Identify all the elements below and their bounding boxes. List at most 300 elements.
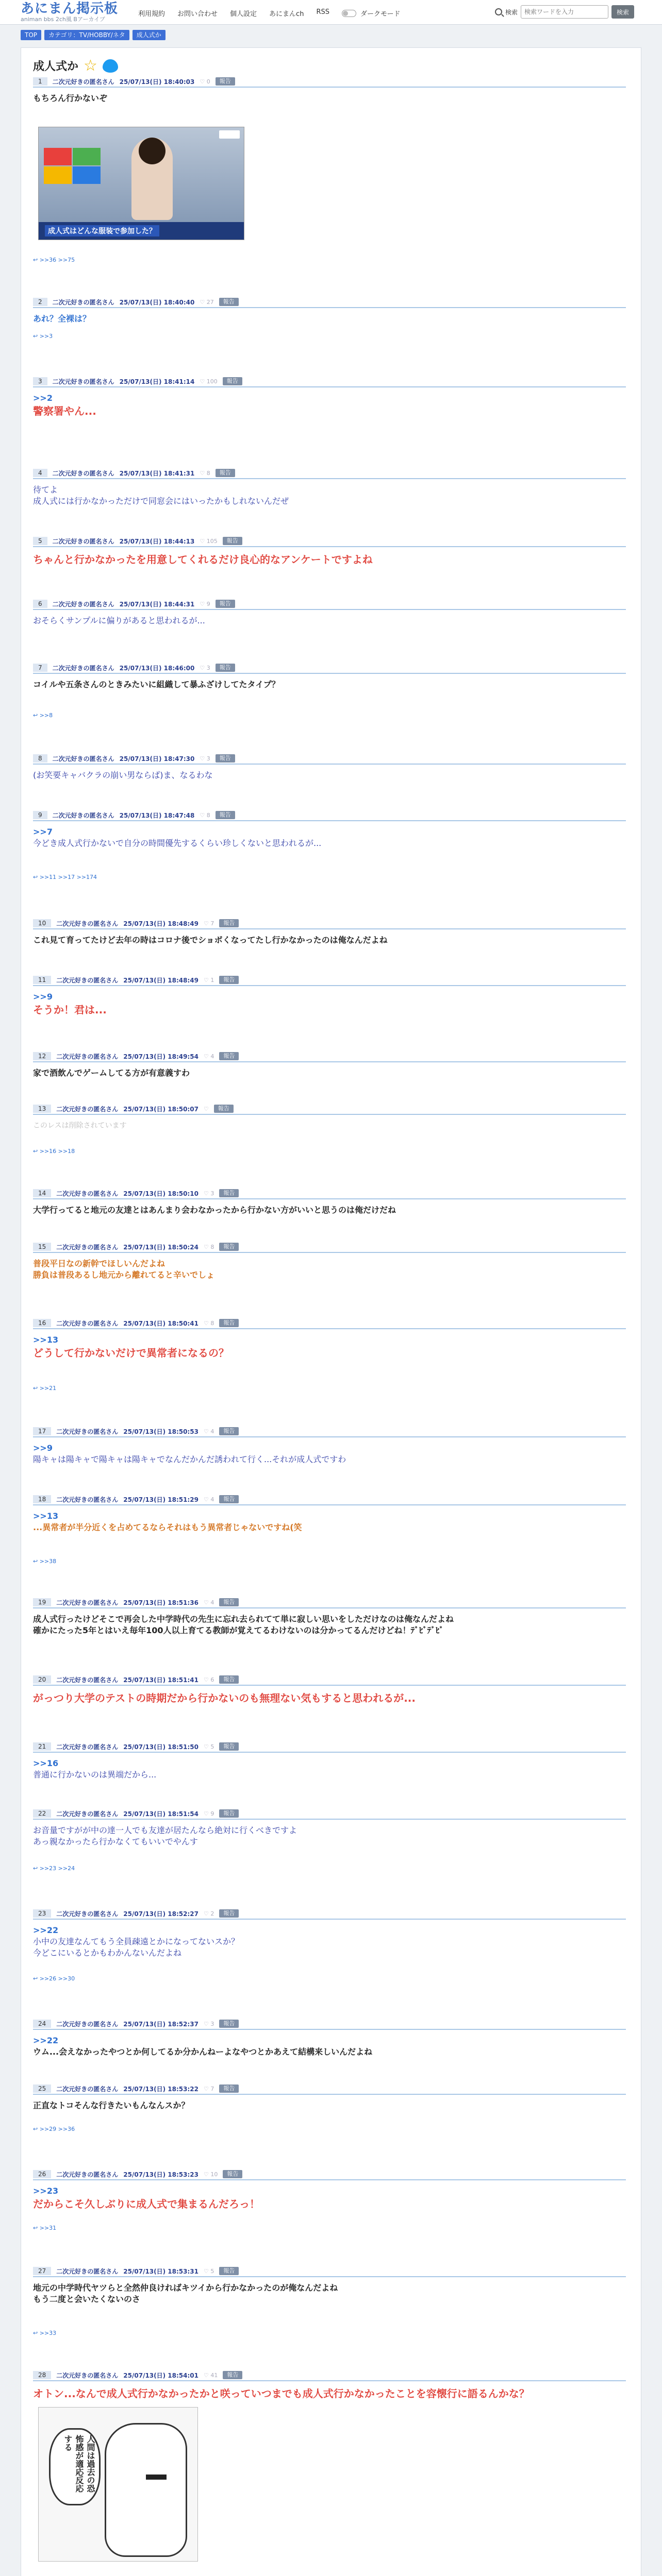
post-number[interactable]: 26 xyxy=(33,2170,51,2178)
report-button[interactable]: 報告 xyxy=(219,1319,239,1327)
post-body xyxy=(33,770,626,781)
post-header xyxy=(33,918,626,929)
reply-anchor-link[interactable]: >>9 xyxy=(33,1443,53,1453)
poster-name: 二次元好きの匿名さん xyxy=(52,469,114,477)
post-number[interactable]: 25 xyxy=(33,2084,51,2093)
post-body xyxy=(33,1334,626,1360)
post-number[interactable]: 21 xyxy=(33,1742,51,1751)
like-count[interactable]: ♡ 41 xyxy=(204,2371,218,2379)
post-text-line: (お笑要キャバクラの崩い男ならば)ま、なるわな xyxy=(33,770,213,780)
post-text-line: 地元の中学時代ヤツらと全然仲良ければキツイから行かなかったのが俺なんだよね xyxy=(33,2283,338,2293)
post-text-line: 待てよ xyxy=(33,485,58,495)
post-text-line: だからこそ久しぶりに成人式で集まるんだろっ！ xyxy=(33,2198,260,2210)
like-count[interactable]: ♡ 8 xyxy=(204,1319,214,1327)
site-subtitle: animan bbs 2ch風 Bアーカイブ xyxy=(21,16,105,23)
like-count[interactable]: ♡ 3 xyxy=(200,664,210,671)
like-number: 9 xyxy=(210,1810,214,1817)
report-button[interactable]: 報告 xyxy=(219,1189,239,1197)
post-date: 25/07/13(日) 18:53:31 xyxy=(123,2267,199,2275)
report-button[interactable]: 報告 xyxy=(216,664,235,672)
like-number: 4 xyxy=(210,1428,214,1435)
reply-links[interactable]: ↩ >>23 >>24 xyxy=(33,1865,75,1872)
post xyxy=(33,1242,626,1281)
post-body xyxy=(33,1614,626,1636)
reply-links[interactable]: ↩ >>38 xyxy=(33,1558,57,1565)
post xyxy=(33,1597,626,1636)
post-header xyxy=(33,810,626,821)
reply-links[interactable]: ↩ >>16 >>18 xyxy=(33,1148,75,1155)
post-body xyxy=(33,1925,626,1959)
post-body xyxy=(33,93,626,104)
post-header xyxy=(33,76,626,88)
post xyxy=(33,2266,626,2336)
like-number: 7 xyxy=(210,2085,214,2092)
poster-name: 二次元好きの匿名さん xyxy=(56,1053,119,1060)
post-number[interactable]: 10 xyxy=(33,919,51,927)
breadcrumb-thread[interactable]: 成人式か xyxy=(133,30,166,40)
like-number: 6 xyxy=(210,1676,214,1683)
like-count[interactable]: ♡ 2 xyxy=(204,1910,214,1917)
news-anchor xyxy=(131,138,173,220)
post-text-line: 勝負は普段あるし地元から離れてると辛いでしょ xyxy=(33,1270,215,1280)
search-label: 検索 xyxy=(505,8,518,16)
reply-links[interactable]: ↩ >>26 >>30 xyxy=(33,1975,75,1982)
report-button[interactable]: 報告 xyxy=(216,469,235,477)
like-count[interactable]: ♡ 8 xyxy=(200,811,210,819)
poster-name: 二次元好きの匿名さん xyxy=(52,378,114,385)
post-body xyxy=(33,1120,626,1131)
post-header xyxy=(33,1674,626,1686)
site-header xyxy=(0,0,662,25)
post-text-line: 成人式行ったけどそこで再会した中学時代の先生に忘れ去られてて単に寂しい思いをしただけなのは俺なんだよね xyxy=(33,1614,454,1624)
nav-contact[interactable]: お問い合わせ xyxy=(177,10,218,18)
like-count[interactable]: ♡ 4 xyxy=(204,1496,214,1503)
report-button[interactable]: 報告 xyxy=(219,1809,239,1818)
poster-name: 二次元好きの匿名さん xyxy=(56,1190,119,1197)
like-count[interactable]: ♡ 27 xyxy=(200,298,214,306)
post-number[interactable]: 27 xyxy=(33,2267,51,2275)
poster-name: 二次元好きの匿名さん xyxy=(56,1243,119,1251)
like-number: 105 xyxy=(206,537,218,545)
reply-links[interactable]: ↩ >>11 >>17 >>174 xyxy=(33,874,97,880)
post-text-line: このレスは削除されています xyxy=(33,1122,127,1130)
poster-name: 二次元好きの匿名さん xyxy=(56,1105,119,1113)
poster-name: 二次元好きの匿名さん xyxy=(56,2171,119,2178)
post-number[interactable]: 28 xyxy=(33,2371,51,2379)
post-date: 25/07/13(日) 18:47:30 xyxy=(119,755,195,762)
post-body xyxy=(33,313,626,325)
post-number[interactable]: 12 xyxy=(33,1052,51,1060)
post-date: 25/07/13(日) 18:40:40 xyxy=(119,298,195,306)
post-date: 25/07/13(日) 18:51:54 xyxy=(123,1810,199,1818)
post-number[interactable]: 16 xyxy=(33,1319,51,1327)
post-date: 25/07/13(日) 18:51:41 xyxy=(123,1676,199,1684)
post-number[interactable]: 17 xyxy=(33,1427,51,1435)
post xyxy=(33,1908,626,1982)
post-body xyxy=(33,2185,626,2211)
like-number: 41 xyxy=(210,2371,218,2379)
post-date: 25/07/13(日) 18:46:00 xyxy=(119,664,195,672)
report-button[interactable]: 報告 xyxy=(223,537,242,545)
like-count[interactable]: ♡ 0 xyxy=(200,78,210,85)
like-count[interactable]: ♡ 100 xyxy=(200,378,218,385)
like-number: 7 xyxy=(210,920,214,927)
site-logo[interactable] xyxy=(21,1,118,23)
post-text-line: 普段平日なの新幹でほしいんだよね xyxy=(33,1259,166,1268)
reply-anchor-link[interactable]: >>22 xyxy=(33,2036,59,2045)
post-date: 25/07/13(日) 18:52:27 xyxy=(123,1910,199,1918)
poster-name: 二次元好きの匿名さん xyxy=(56,1676,119,1684)
post xyxy=(33,1808,626,1872)
like-number: 8 xyxy=(206,469,210,477)
post-date: 25/07/13(日) 18:44:13 xyxy=(119,537,195,545)
breadcrumb xyxy=(21,30,166,40)
post-body xyxy=(33,615,626,626)
poster-name: 二次元好きの匿名さん xyxy=(56,976,119,984)
like-count[interactable]: ♡ 6 xyxy=(204,1676,214,1683)
poster-name: 二次元好きの匿名さん xyxy=(52,664,114,672)
like-count[interactable]: ♡ 5 xyxy=(204,2267,214,2275)
post-header xyxy=(33,2266,626,2277)
like-count[interactable]: ♡ 1 xyxy=(204,976,214,984)
like-number: 3 xyxy=(210,1190,214,1197)
post-header xyxy=(33,599,626,610)
report-button[interactable]: 報告 xyxy=(219,2267,239,2275)
post-number[interactable]: 23 xyxy=(33,1909,51,1918)
post xyxy=(33,76,626,263)
manga-eye xyxy=(146,2475,167,2480)
nav-terms[interactable]: 利用規約 xyxy=(138,10,166,18)
reply-links[interactable]: ↩ >>8 xyxy=(33,712,53,719)
post-date: 25/07/13(日) 18:40:03 xyxy=(119,78,195,86)
report-button[interactable]: 報告 xyxy=(214,1105,234,1113)
post-text-line: 普通に行かないのは異端だから... xyxy=(33,1770,157,1780)
reply-anchor-link[interactable]: >>23 xyxy=(33,2186,59,2196)
post-body xyxy=(33,1258,626,1281)
report-button[interactable]: 報告 xyxy=(216,600,235,608)
manga-face xyxy=(105,2423,187,2557)
post-text-line: 確かにたった5年とはいえ毎年100人以上育てる教師が覚えてるわけないのは分かってるんだけどね！ﾃﾞﾋﾞﾃﾞﾋﾞ xyxy=(33,1625,444,1635)
report-button[interactable]: 報告 xyxy=(223,2170,242,2178)
report-button[interactable]: 報告 xyxy=(219,1427,239,1435)
post-number[interactable]: 22 xyxy=(33,1809,51,1818)
reply-anchor-link[interactable]: >>13 xyxy=(33,1335,59,1345)
post-date: 25/07/13(日) 18:51:29 xyxy=(123,1496,199,1503)
star-icon[interactable]: ☆ xyxy=(84,56,97,75)
manga-image[interactable] xyxy=(38,2407,198,2562)
post-date: 25/07/13(日) 18:51:50 xyxy=(123,1743,199,1751)
like-count[interactable]: ♡ 4 xyxy=(204,1599,214,1606)
toggle-switch-icon[interactable] xyxy=(342,10,356,17)
post xyxy=(33,2370,626,2493)
post-date: 25/07/13(日) 18:41:31 xyxy=(119,469,195,477)
post-number[interactable]: 11 xyxy=(33,976,51,984)
post-number[interactable]: 4 xyxy=(33,469,47,477)
reply-anchor-link[interactable]: >>22 xyxy=(33,1925,59,1935)
post-date: 25/07/13(日) 18:50:07 xyxy=(123,1105,199,1113)
post-body xyxy=(33,1758,626,1781)
nav-settings[interactable]: 個人設定 xyxy=(230,10,257,18)
report-button[interactable]: 報告 xyxy=(219,976,239,984)
poster-name: 二次元好きの匿名さん xyxy=(52,298,114,306)
report-button[interactable]: 報告 xyxy=(219,919,239,927)
thread-title-row xyxy=(33,58,118,74)
like-count[interactable]: ♡ 4 xyxy=(204,1053,214,1060)
poster-name: 二次元好きの匿名さん xyxy=(56,1496,119,1503)
post-date: 25/07/13(日) 18:49:54 xyxy=(123,1053,199,1060)
post-header xyxy=(33,1318,626,1329)
nav-rss[interactable]: RSS xyxy=(316,8,329,16)
like-count[interactable]: ♡ 8 xyxy=(200,469,210,477)
poster-name: 二次元好きの匿名さん xyxy=(56,1743,119,1751)
like-number: 3 xyxy=(206,755,210,762)
dark-mode-toggle[interactable] xyxy=(342,8,400,18)
post-body xyxy=(33,2282,626,2305)
post xyxy=(33,918,626,946)
report-button[interactable]: 報告 xyxy=(223,2371,242,2379)
post-body xyxy=(33,1691,626,1705)
post xyxy=(33,1494,626,1565)
reply-links[interactable]: ↩ >>33 xyxy=(33,2330,57,2336)
like-number: 4 xyxy=(210,1599,214,1606)
post-text-line: 陽キャは陽キャで陽キャは陽キャでなんだかんだ誘われて行く...それが成人式ですわ xyxy=(33,1454,346,1464)
like-count[interactable]: ♡ 3 xyxy=(204,1190,214,1197)
post-body xyxy=(33,1205,626,1216)
post-date: 25/07/13(日) 18:53:23 xyxy=(123,2171,199,2178)
post-body xyxy=(33,2386,626,2401)
like-count[interactable]: ♡ xyxy=(204,1105,209,1112)
poster-name: 二次元好きの匿名さん xyxy=(56,1599,119,1606)
post-date: 25/07/13(日) 18:53:22 xyxy=(123,2085,199,2093)
post-header xyxy=(33,1426,626,1437)
reply-links[interactable]: ↩ >>31 xyxy=(33,2225,57,2231)
reply-anchor-link[interactable]: >>9 xyxy=(33,992,53,1002)
post-header xyxy=(33,1741,626,1753)
post-text-line: 小中の友達なんてもう全員疎遠とかになってないスか？ xyxy=(33,1937,240,1946)
post-number[interactable]: 9 xyxy=(33,811,47,819)
post xyxy=(33,810,626,880)
nav-animanch[interactable]: あにまんch xyxy=(269,10,304,18)
report-button[interactable]: 報告 xyxy=(219,1598,239,1606)
post-header xyxy=(33,1104,626,1115)
report-button[interactable]: 報告 xyxy=(219,1243,239,1251)
report-button[interactable]: 報告 xyxy=(219,1052,239,1060)
like-count[interactable]: ♡ 105 xyxy=(200,537,218,545)
post xyxy=(33,1674,626,1705)
post-date: 25/07/13(日) 18:44:31 xyxy=(119,600,195,608)
report-button[interactable]: 報告 xyxy=(219,1909,239,1918)
post-number[interactable]: 18 xyxy=(33,1495,51,1503)
reply-anchor-link[interactable]: あれ？全裸は？ xyxy=(33,314,91,324)
poster-name: 二次元好きの匿名さん xyxy=(56,2085,119,2093)
post-body xyxy=(33,826,626,849)
post xyxy=(33,1318,626,1392)
post-number[interactable]: 6 xyxy=(33,600,47,608)
twitter-icon[interactable] xyxy=(103,59,118,73)
poster-name: 二次元好きの匿名さん xyxy=(56,1428,119,1435)
post-body xyxy=(33,552,626,567)
report-button[interactable]: 報告 xyxy=(219,298,239,306)
post-header xyxy=(33,1908,626,1920)
post-header xyxy=(33,468,626,479)
like-number: 8 xyxy=(210,1319,214,1327)
like-count[interactable]: ♡ 7 xyxy=(204,2085,214,2092)
post xyxy=(33,599,626,626)
post-date: 25/07/13(日) 18:48:49 xyxy=(123,976,199,984)
post-image[interactable] xyxy=(38,127,244,240)
search-icon xyxy=(495,8,502,15)
poster-name: 二次元好きの匿名さん xyxy=(56,2020,119,2028)
post-text-line: どうして行かないだけで異常者になるの？ xyxy=(33,1347,229,1359)
reply-links[interactable]: ↩ >>21 xyxy=(33,1385,57,1392)
post xyxy=(33,2169,626,2231)
poster-name: 二次元好きの匿名さん xyxy=(52,78,114,86)
post-header xyxy=(33,2169,626,2180)
reply-anchor-link[interactable]: >>16 xyxy=(33,1758,59,1768)
post-number[interactable]: 13 xyxy=(33,1105,51,1113)
post xyxy=(33,376,626,418)
post-header xyxy=(33,753,626,765)
post-date: 25/07/13(日) 18:48:49 xyxy=(123,920,199,927)
post-body xyxy=(33,1511,626,1533)
post-text-line: 正直なトコそんな行きたいもんなんスか？ xyxy=(33,2100,190,2110)
reply-links[interactable]: ↩ >>36 >>75 xyxy=(33,257,75,263)
tv-logo xyxy=(219,130,240,139)
like-count[interactable]: ♡ 5 xyxy=(204,1743,214,1750)
post-text-line: 成人式には行かなかっただけで同窓会にはいったかもしれないんだぜ xyxy=(33,496,289,506)
post-text-line: ウム...会えなかったやつとか何してるか分かんねーよなやつとかあえて結構来しいんだよね xyxy=(33,2047,373,2057)
like-count[interactable]: ♡ 9 xyxy=(204,1810,214,1817)
post-number[interactable]: 20 xyxy=(33,1675,51,1684)
post-number[interactable]: 15 xyxy=(33,1243,51,1251)
poster-name: 二次元好きの匿名さん xyxy=(56,1319,119,1327)
like-number: 8 xyxy=(206,811,210,819)
like-number: 3 xyxy=(210,2020,214,2027)
post xyxy=(33,1741,626,1781)
report-button[interactable]: 報告 xyxy=(219,1495,239,1503)
report-button[interactable]: 報告 xyxy=(219,2020,239,2028)
search-button[interactable]: 検索 xyxy=(611,5,634,19)
reply-links[interactable]: ↩ >>3 xyxy=(33,333,53,340)
like-number: 3 xyxy=(206,664,210,671)
site-title[interactable]: あにまん掲示板 xyxy=(21,1,119,16)
reply-links[interactable]: ↩ >>29 >>36 xyxy=(33,2126,75,2132)
like-count[interactable]: ♡ 3 xyxy=(200,755,210,762)
post-date: 25/07/13(日) 18:50:41 xyxy=(123,1319,199,1327)
like-number: 5 xyxy=(210,2267,214,2275)
post-header xyxy=(33,2019,626,2030)
post xyxy=(33,536,626,567)
post-number[interactable]: 19 xyxy=(33,1598,51,1606)
post-date: 25/07/13(日) 18:47:48 xyxy=(119,811,195,819)
post-number[interactable]: 2 xyxy=(33,298,47,306)
post-text-line: おそらくサンプルに偏りがあると思われるが... xyxy=(33,616,205,625)
like-count[interactable]: ♡ 7 xyxy=(204,920,214,927)
post xyxy=(33,2019,626,2058)
like-count[interactable]: ♡ 10 xyxy=(204,2171,218,2178)
post-number[interactable]: 7 xyxy=(33,664,47,672)
post xyxy=(33,1188,626,1216)
like-number: 5 xyxy=(210,1743,214,1750)
post xyxy=(33,468,626,507)
post-body xyxy=(33,935,626,946)
post-date: 25/07/13(日) 18:54:01 xyxy=(123,2371,199,2379)
post xyxy=(33,663,626,719)
like-number: 100 xyxy=(206,378,218,385)
post-text-line: 今どき成人式行かないで自分の時間優先するくらい珍しくないと思われるが... xyxy=(33,838,322,848)
poster-name: 二次元好きの匿名さん xyxy=(52,537,114,545)
search-input[interactable] xyxy=(521,5,608,19)
dark-mode-label: ダークモード xyxy=(360,10,401,18)
post-number[interactable]: 14 xyxy=(33,1189,51,1197)
poster-name: 二次元好きの匿名さん xyxy=(56,1810,119,1818)
poster-name: 二次元好きの匿名さん xyxy=(52,811,114,819)
post-text-line: コイルや五条さんのときみたいに組織して暴ふざけしてたタイプ？ xyxy=(33,680,280,689)
like-number: 1 xyxy=(210,976,214,984)
post-number[interactable]: 8 xyxy=(33,754,47,762)
post-header xyxy=(33,376,626,387)
post-date: 25/07/13(日) 18:50:53 xyxy=(123,1428,199,1435)
like-number: 0 xyxy=(206,78,210,85)
report-button[interactable]: 報告 xyxy=(219,2084,239,2093)
post-body xyxy=(33,991,626,1017)
report-button[interactable]: 報告 xyxy=(216,77,235,86)
post xyxy=(33,975,626,1017)
like-count[interactable]: ♡ 4 xyxy=(204,1428,214,1435)
news-graphic xyxy=(44,148,101,184)
post-header xyxy=(33,1242,626,1253)
like-number: 4 xyxy=(210,1496,214,1503)
search-area xyxy=(495,5,634,19)
post-text-line: オトン...なんで成人式行かなかったかと咲っていつまでも成人式行かなかったことを容懐行に語るんかな？ xyxy=(33,2387,529,2400)
report-button[interactable]: 報告 xyxy=(216,811,235,819)
like-count[interactable]: ♡ 8 xyxy=(204,1243,214,1250)
post-number[interactable]: 1 xyxy=(33,77,47,86)
post xyxy=(33,2083,626,2132)
post-text-line: 今どこにいるとかもわかんないんだよね xyxy=(33,1948,182,1958)
like-number: 8 xyxy=(210,1243,214,1250)
post-number[interactable]: 24 xyxy=(33,2020,51,2028)
report-button[interactable]: 報告 xyxy=(219,1675,239,1684)
breadcrumb-top[interactable]: TOP xyxy=(21,30,41,40)
report-button[interactable]: 報告 xyxy=(223,377,242,385)
like-count[interactable]: ♡ 9 xyxy=(200,600,210,607)
report-button[interactable]: 報告 xyxy=(219,1742,239,1751)
post-header xyxy=(33,2370,626,2381)
poster-name: 二次元好きの匿名さん xyxy=(56,2371,119,2379)
reply-anchor-link[interactable]: >>7 xyxy=(33,827,53,837)
breadcrumb-category[interactable]: カテゴリ：TV/HOBBY/ネタ xyxy=(44,30,129,40)
post xyxy=(33,753,626,781)
like-number: 4 xyxy=(210,1053,214,1060)
poster-name: 二次元好きの匿名さん xyxy=(52,600,114,608)
page-title: 成人式か xyxy=(33,60,79,73)
post-number[interactable]: 3 xyxy=(33,377,47,385)
post-header xyxy=(33,1188,626,1199)
post-text-line: 家で酒飲んでゲームしてる方が有意義すわ xyxy=(33,1068,190,1078)
post-number[interactable]: 5 xyxy=(33,537,47,545)
post-header xyxy=(33,975,626,986)
reply-anchor-link[interactable]: >>13 xyxy=(33,1511,59,1521)
post-text-line: あっ親なかったら行かなくてもいいでやんす xyxy=(33,1837,198,1846)
post-body xyxy=(33,1443,626,1465)
post-header xyxy=(33,1808,626,1820)
reply-anchor-link[interactable]: >>2 xyxy=(33,393,53,403)
post-header xyxy=(33,1494,626,1505)
report-button[interactable]: 報告 xyxy=(216,754,235,762)
post xyxy=(33,1426,626,1465)
like-count[interactable]: ♡ 3 xyxy=(204,2020,214,2027)
